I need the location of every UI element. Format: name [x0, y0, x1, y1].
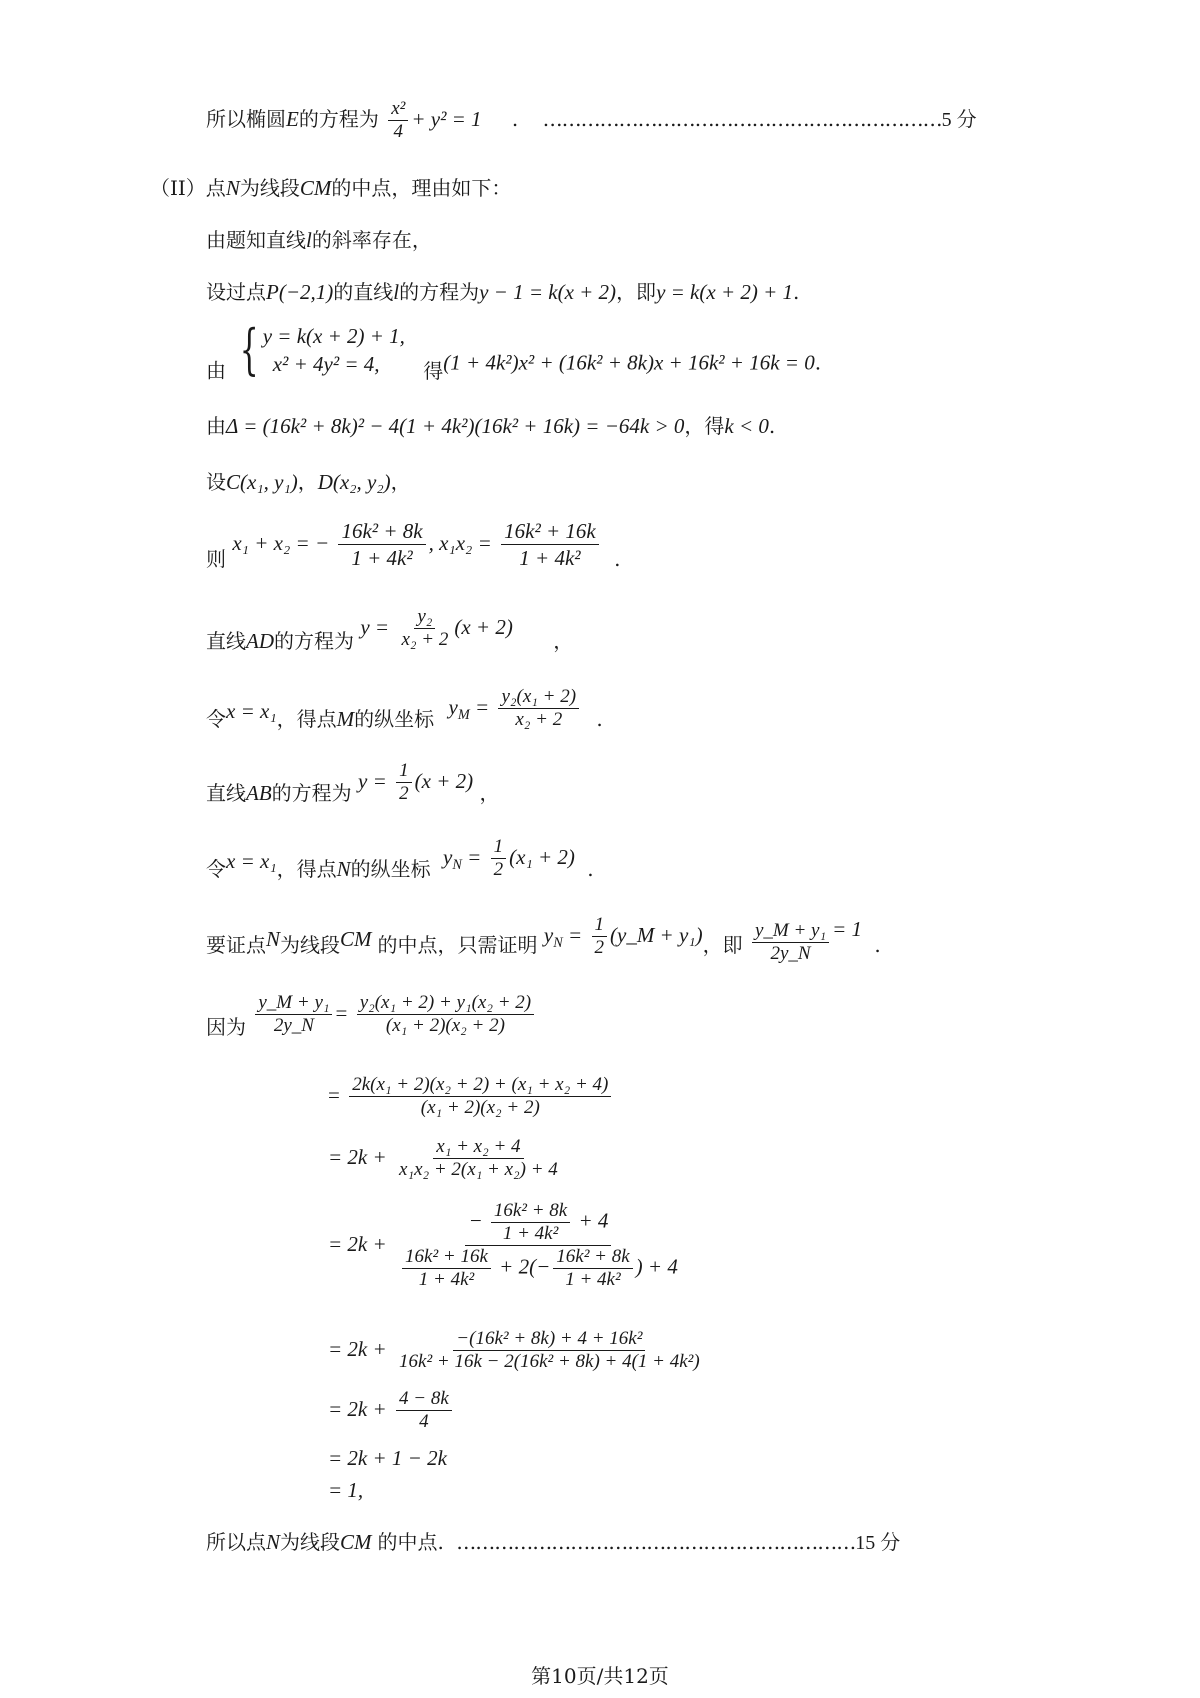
subscript: N [452, 857, 462, 874]
equals: = [567, 923, 583, 947]
denominator: 2 [594, 937, 604, 958]
numerator: y₂(x₁ + 2) + y₁(x₂ + 2) [357, 992, 534, 1015]
text: 直线 [206, 629, 246, 653]
denominator [396, 1246, 681, 1291]
symbol: y [443, 845, 453, 869]
numerator: x² [388, 98, 408, 121]
subscript: N [553, 935, 563, 952]
text: 设 [206, 470, 226, 494]
expression: = 2k + [328, 1232, 387, 1256]
text: 令 [206, 707, 226, 731]
symbol: y [448, 695, 458, 719]
equation: y − 1 = k(x + 2) [479, 280, 617, 304]
expression: = 2k + [328, 1397, 387, 1421]
numerator: 16k² + 8k [338, 518, 425, 545]
segment: CM [340, 927, 372, 951]
period: . [793, 280, 800, 304]
because-line [206, 992, 537, 1039]
text: 直线 [206, 781, 246, 805]
segment: CM [299, 176, 332, 200]
text: ，得点 [276, 857, 337, 881]
conclusion-line [206, 1530, 900, 1555]
expression: y = [358, 769, 387, 793]
fraction [396, 1136, 561, 1181]
sign: − [468, 1208, 483, 1233]
numerator: 1 [396, 760, 412, 783]
expression: + 4 [578, 1208, 609, 1233]
derivation-step-3 [328, 1200, 684, 1291]
text: 的方程为 [271, 781, 352, 805]
fraction [553, 1246, 632, 1291]
denominator: 4 [419, 1411, 429, 1432]
numerator: 16k² + 8k [491, 1200, 570, 1223]
text: （II）点 [150, 176, 226, 200]
text: 所以椭圆 [206, 107, 286, 131]
text: 的中点. [377, 1530, 444, 1554]
line-ad-equation [206, 606, 573, 653]
denominator: 1 + 4k² [565, 1269, 621, 1290]
equation: k < 0 [724, 414, 769, 438]
numerator: 2k(x₁ + 2)(x₂ + 2) + (x₁ + x₂ + 4) [349, 1074, 611, 1097]
ellipse-var: E [286, 107, 299, 131]
var: N [225, 176, 240, 200]
period: . [614, 547, 621, 571]
text: 的直线 [333, 280, 394, 304]
text: 得 [423, 358, 444, 383]
derivation-step-7: = 1, [328, 1478, 364, 1502]
denominator: (x₁ + 2)(x₂ + 2) [385, 1015, 505, 1036]
text: 则 [206, 547, 226, 571]
numerator [465, 1200, 611, 1246]
text: 的方程为 [274, 629, 354, 653]
numerator: −(16k² + 8k) + 4 + 16k² [453, 1328, 645, 1351]
text: 为线段 [280, 933, 341, 957]
equation: y = k(x + 2) + 1 [656, 280, 794, 304]
segment: AD [246, 629, 274, 653]
var: N [266, 927, 281, 951]
derivation-step-2 [328, 1136, 564, 1181]
expression: (x + 2) [454, 615, 513, 639]
expression: = 2k + [328, 1337, 387, 1361]
fraction [255, 992, 332, 1037]
equation: (1 + 4k²)x² + (16k² + 8k)x + 16k² + 16k = 0 [443, 350, 815, 375]
denominator: x₁x₂ + 2(x₁ + x₂) + 4 [399, 1159, 558, 1180]
leader-dots: ……………………………………………………… [456, 1530, 856, 1554]
numerator: y₂(x₁ + 2) [498, 686, 579, 709]
vieta-line [206, 518, 620, 571]
text: 的纵坐标 [350, 857, 431, 881]
equals: = [328, 1083, 340, 1107]
expression: (y_M + y₁) [610, 923, 703, 947]
text: 的中点，理由如下： [331, 176, 512, 200]
score: 15 分 [855, 1532, 901, 1554]
fraction [396, 1328, 703, 1373]
expression: x₁ + x₂ = − [232, 531, 330, 555]
numerator: y_M + y₁ [255, 992, 332, 1015]
expression: (x + 2) [414, 769, 474, 793]
text: 的斜率存在， [311, 228, 432, 252]
symbol: y [543, 923, 554, 947]
segment: CM [340, 1530, 372, 1554]
point-d: D(x₂, y₂) [317, 470, 391, 494]
fraction [388, 98, 408, 143]
expression: ) + 4 [635, 1254, 678, 1279]
text: 由 [206, 358, 226, 383]
system-row: x² + 4y² = 4, [272, 352, 380, 376]
denominator: x₂ + 2 [401, 629, 449, 650]
expression: = 2k + [328, 1145, 387, 1169]
var: N [266, 1530, 281, 1554]
derivation-step-1 [328, 1074, 614, 1119]
fraction [349, 1074, 611, 1119]
expression: = 1 [832, 917, 862, 941]
expression: y = [360, 615, 390, 639]
text: ， [390, 470, 411, 494]
numerator: 1 [491, 836, 507, 859]
denominator: 1 + 4k² [351, 546, 413, 570]
text: 设过点 [206, 280, 266, 304]
fraction [501, 518, 599, 571]
prove-midpoint-line [206, 914, 881, 965]
segment: AB [246, 781, 272, 805]
text: 因为 [206, 1015, 246, 1039]
equation: + y² = 1 [411, 107, 482, 131]
denominator: 2y_N [273, 1015, 314, 1036]
yn-line [206, 836, 594, 881]
period: . [587, 857, 594, 881]
equals: = [467, 845, 482, 869]
text: 为线段 [239, 176, 300, 200]
var: N [336, 857, 351, 881]
numerator: 16k² + 8k [553, 1246, 632, 1269]
period: . [511, 107, 519, 131]
text: 所以点 [206, 1530, 266, 1554]
denominator: 2y_N [770, 943, 811, 964]
point: P(−2,1) [266, 280, 334, 304]
period: . [814, 350, 822, 375]
part-two-heading [150, 176, 511, 200]
period: . [768, 414, 776, 438]
fraction [592, 914, 608, 959]
text: 的纵坐标 [354, 707, 435, 731]
var: M [336, 707, 355, 731]
fraction [491, 1200, 570, 1245]
text: ，即 [702, 933, 743, 957]
fraction [396, 760, 412, 805]
discriminant-line [206, 414, 775, 438]
numerator: y_M + y₁ [752, 920, 829, 943]
text: ，得 [684, 414, 725, 438]
equals: = [335, 1001, 348, 1025]
numerator: y₂ [414, 606, 435, 629]
denominator: 2 [493, 859, 504, 880]
numerator: 16k² + 16k [501, 518, 599, 545]
text: ，即 [616, 280, 657, 304]
system-row: y = k(x + 2) + 1, [262, 324, 405, 348]
denominator: x₂ + 2 [515, 709, 563, 730]
fraction [357, 992, 534, 1037]
text: ， [297, 470, 318, 494]
text: ， [479, 781, 500, 805]
expression [443, 845, 482, 874]
equation: x = x₁ [226, 849, 277, 873]
denominator: 1 + 4k² [519, 546, 581, 570]
numerator: x₁ + x₂ + 4 [433, 1136, 523, 1159]
period: . [596, 707, 603, 731]
numerator: 4 − 8k [396, 1388, 452, 1411]
fraction [396, 1388, 452, 1433]
subscript: M [457, 707, 470, 724]
text: 由题知直线 [206, 228, 306, 252]
text: 为线段 [280, 1530, 341, 1554]
leader-dots: ……………………………………………………… [542, 107, 942, 131]
derivation-step-4 [328, 1328, 706, 1373]
fraction [402, 1246, 491, 1291]
text: ， [553, 629, 574, 653]
fraction [398, 606, 451, 651]
ym-line [206, 686, 603, 731]
brace-icon: { [240, 318, 259, 381]
score: 5 分 [941, 109, 977, 131]
expression: , x₁x₂ = [428, 531, 492, 555]
expression [543, 923, 583, 952]
line-ab-equation [206, 760, 499, 805]
text: 的中点，只需证明 [377, 933, 538, 957]
slope-exists-line [206, 228, 432, 252]
points-setup-line [206, 470, 411, 494]
denominator: (x₁ + 2)(x₂ + 2) [420, 1097, 540, 1118]
derivation-step-5 [328, 1388, 455, 1433]
denominator: 1 + 4k² [502, 1223, 559, 1244]
numerator: 16k² + 16k [402, 1246, 491, 1269]
text: 的方程为 [298, 107, 379, 131]
text: ，得点 [276, 707, 337, 731]
equation: Δ = (16k² + 8k)² − 4(1 + 4k²)(16k² + 16k) = −64k > 0 [226, 414, 685, 438]
expression: (x₁ + 2) [509, 845, 575, 869]
fraction [498, 686, 579, 731]
numerator: 1 [592, 914, 608, 937]
line-equation-setup [206, 280, 799, 304]
point-c: C(x₁, y₁) [226, 470, 298, 494]
fraction [752, 920, 829, 965]
page-footer: 第10页/共12页 [531, 1664, 669, 1688]
denominator: 1 + 4k² [418, 1269, 475, 1290]
text: 由 [206, 414, 226, 438]
expression: + 2(− [499, 1254, 551, 1279]
expression [448, 695, 490, 724]
text: 的方程为 [399, 280, 480, 304]
denominator: 4 [393, 121, 403, 142]
ellipse-equation-line [206, 98, 977, 143]
denominator: 2 [399, 783, 409, 804]
var: l [306, 228, 312, 252]
equation: x = x₁ [226, 699, 277, 723]
text: 要证点 [206, 933, 266, 957]
derivation-step-6: = 2k + 1 − 2k [328, 1446, 447, 1470]
text: 令 [206, 857, 226, 881]
compound-fraction [396, 1200, 681, 1291]
period: . [874, 933, 881, 957]
equation-system [232, 318, 405, 381]
denominator: 16k² + 16k − 2(16k² + 8k) + 4(1 + 4k²) [399, 1351, 700, 1372]
fraction [338, 518, 425, 571]
fraction [491, 836, 507, 881]
equals: = [474, 695, 490, 719]
system-line [206, 318, 822, 383]
var: l [393, 280, 400, 304]
